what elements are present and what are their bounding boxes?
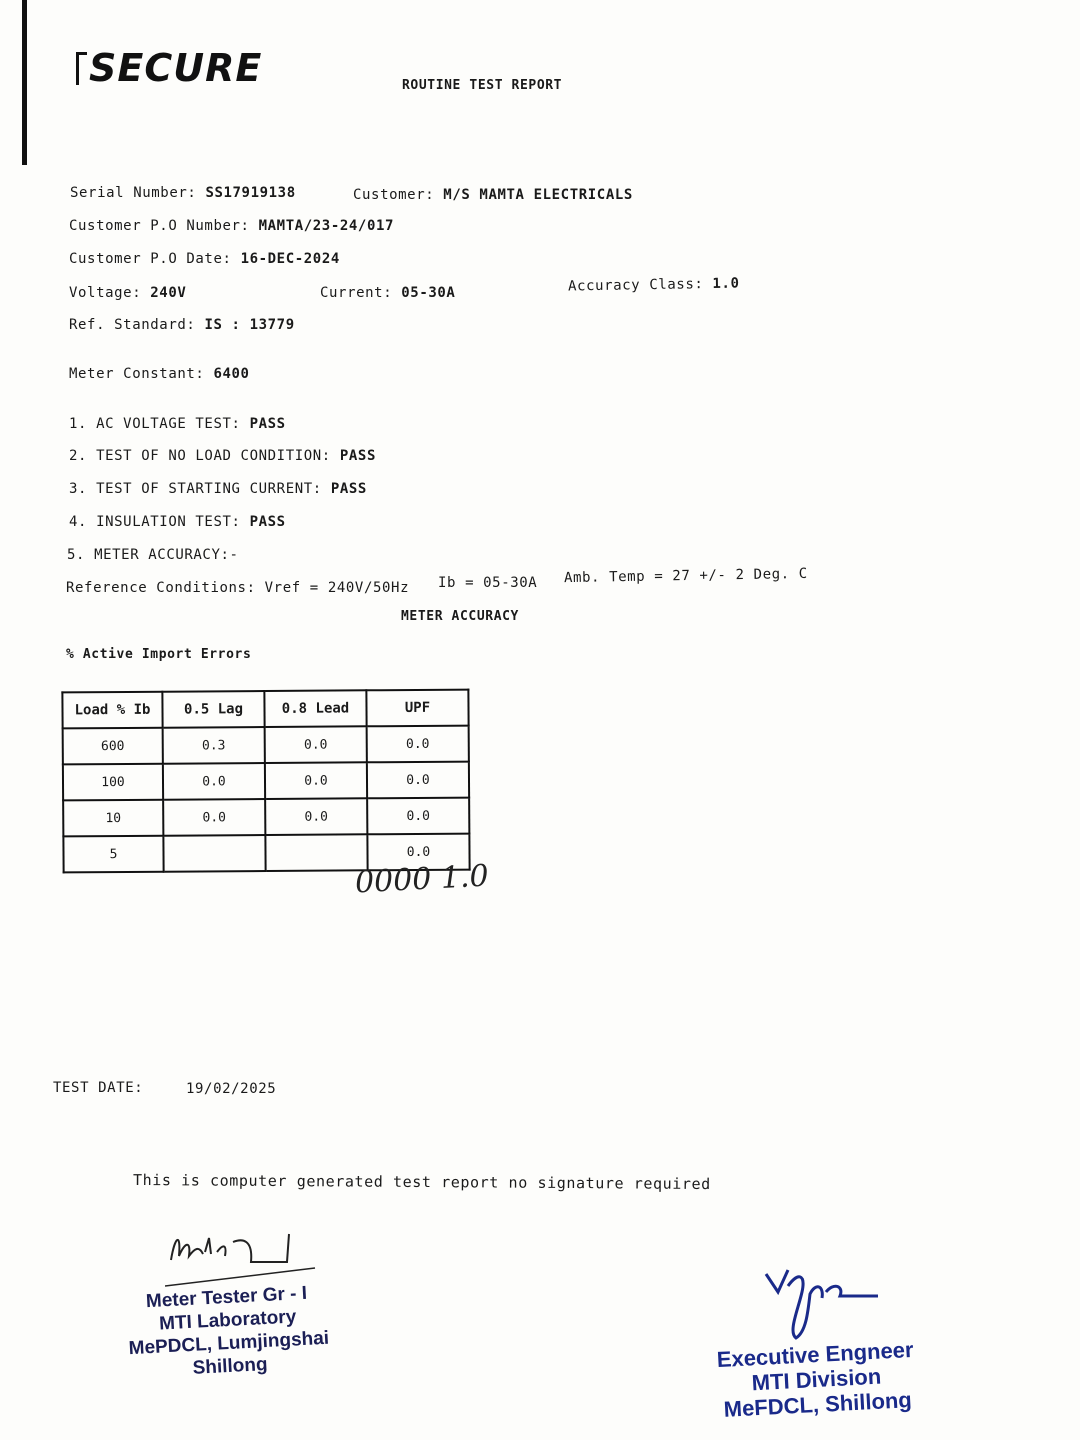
voltage-value: 240V	[150, 285, 187, 301]
header-load: Load % Ib	[62, 692, 162, 729]
meter-constant-value: 6400	[213, 366, 250, 382]
test-item: 1. AC VOLTAGE TEST: PASS	[69, 416, 286, 432]
test-result: PASS	[249, 514, 286, 530]
ref-standard-value: IS : 13779	[204, 317, 295, 333]
po-number-row: Customer P.O Number: MAMTA/23-24/017	[69, 218, 395, 234]
header-08-lead: 0.8 Lead	[264, 690, 366, 727]
ib-value: Ib = 05-30A	[438, 575, 538, 591]
po-number-value: MAMTA/23-24/017	[258, 218, 395, 234]
secure-logo: SECURE	[76, 46, 262, 90]
test-item: 5. METER ACCURACY:-	[67, 547, 239, 563]
accuracy-class-row: Accuracy Class: 1.0	[567, 275, 740, 295]
test-date-label: TEST DATE:	[53, 1080, 144, 1096]
table-header-row	[62, 690, 468, 729]
header-05-lag: 0.5 Lag	[162, 691, 264, 728]
table-cell	[265, 834, 367, 871]
serial-number-row: Serial Number: SS17919138	[70, 185, 296, 201]
report-title: ROUTINE TEST REPORT	[402, 78, 563, 93]
table-cell: 0.0	[367, 762, 469, 799]
amb-temp-value: Amb. Temp = 27 +/- 2 Deg. C	[563, 565, 808, 587]
engineer-stamp: Executive Engneer MTI Division MeFDCL, Shillong	[716, 1336, 915, 1422]
accuracy-class-value: 1.0	[712, 275, 740, 292]
current-value: 05-30A	[401, 285, 456, 301]
test-date-value: 19/02/2025	[186, 1081, 277, 1097]
po-date-value: 16-DEC-2024	[240, 251, 340, 267]
table-row	[63, 762, 469, 801]
table-cell: 0.3	[163, 727, 265, 764]
table-cell: 0.0	[265, 798, 367, 835]
engineer-signature	[758, 1262, 898, 1342]
test-item: 2. TEST OF NO LOAD CONDITION: PASS	[69, 448, 376, 464]
voltage-row: Voltage: 240V	[69, 285, 187, 301]
test-item: 4. INSULATION TEST: PASS	[69, 514, 286, 530]
computer-generated-note: This is computer generated test report no signature required	[132, 1170, 711, 1194]
test-result: PASS	[330, 481, 367, 497]
table-cell: 0.0	[265, 762, 367, 799]
tester-stamp: Meter Tester Gr - I MTI Laboratory MePDCL, Lumjingshai Shillong	[128, 1282, 330, 1379]
table-cell: 0.0	[367, 834, 469, 871]
table-cell: 0.0	[265, 726, 367, 763]
table-cell	[163, 835, 265, 872]
table-cell: 0.0	[367, 726, 469, 763]
test-item: 3. TEST OF STARTING CURRENT: PASS	[69, 481, 367, 497]
accuracy-table	[61, 689, 470, 874]
table-cell: 600	[63, 728, 163, 765]
meter-constant-row: Meter Constant: 6400	[69, 366, 250, 382]
table-row	[63, 798, 469, 837]
customer-value: M/S MAMTA ELECTRICALS	[443, 187, 633, 203]
vref-value: Vref = 240V/50Hz	[264, 580, 410, 596]
po-date-row: Customer P.O Date: 16-DEC-2024	[69, 251, 340, 267]
test-result: PASS	[339, 448, 376, 464]
serial-number-value: SS17919138	[205, 185, 296, 201]
customer-row: Customer: M/S MAMTA ELECTRICALS	[353, 187, 633, 203]
handwritten-reading: 0000 1.0	[354, 858, 490, 901]
meter-accuracy-title: METER ACCURACY	[401, 609, 519, 624]
current-row: Current: 05-30A	[320, 285, 456, 301]
test-result: PASS	[249, 416, 286, 432]
active-import-errors-label: % Active Import Errors	[66, 647, 252, 662]
header-upf: UPF	[366, 690, 468, 727]
table-cell: 5	[63, 836, 163, 873]
reference-conditions: Reference Conditions: Vref = 240V/50Hz	[66, 580, 410, 596]
ref-standard-row: Ref. Standard: IS : 13779	[69, 317, 295, 333]
table-cell: 0.0	[163, 763, 265, 800]
scan-edge-line	[22, 0, 27, 165]
table-row	[63, 726, 469, 765]
table-cell: 10	[63, 800, 163, 837]
logo-bracket-icon	[76, 52, 87, 85]
table-cell: 0.0	[367, 798, 469, 835]
table-cell: 100	[63, 764, 163, 801]
table-cell: 0.0	[163, 799, 265, 836]
